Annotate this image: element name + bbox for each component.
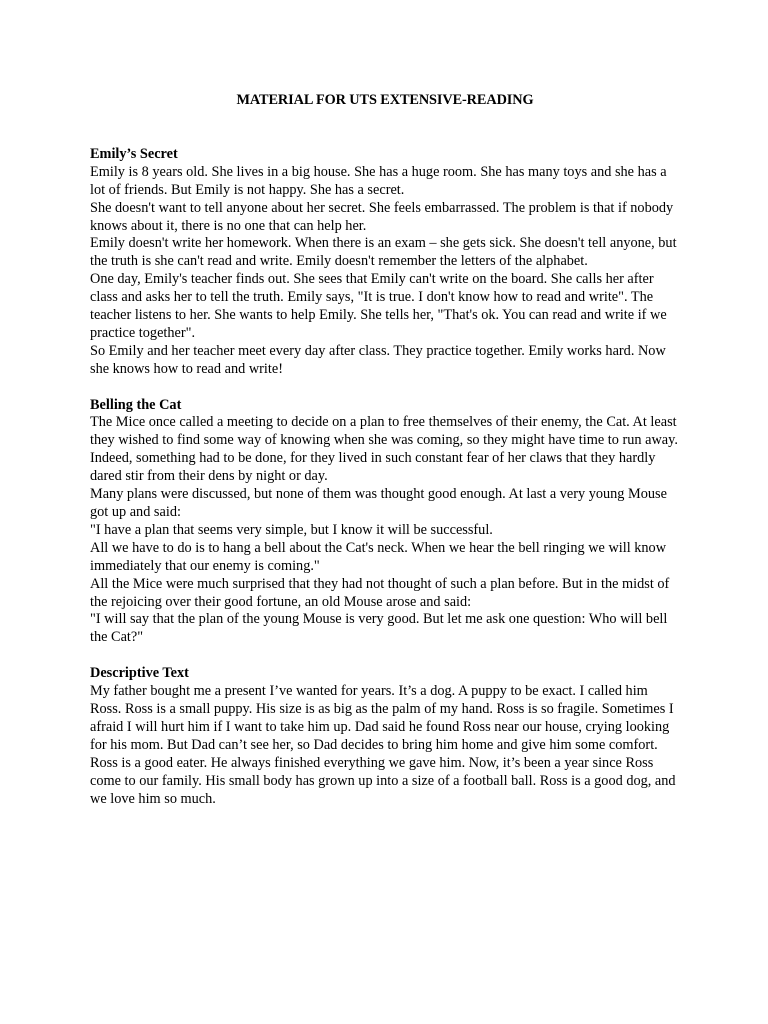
paragraph: "I will say that the plan of the young Mouse is very good. But let me ask one question: Who will bell the Cat?" [90,611,668,646]
paragraph: She doesn't want to tell anyone about her secret. She feels embarrassed. The problem is that if nobody knows about it, there is no one that can help her. [90,199,674,234]
paragraph: One day, Emily's teacher finds out. She sees that Emily can't write on the board. She calls her after class and asks her to tell the truth. Emily says, "It is true. I don't know how to read and write". The teacher listens to her. She wants to help Emily. She tells her, "That's ok. You can read and write if we practice together". [90,271,667,341]
paragraph: The Mice once called a meeting to decide on a plan to free themselves of their enemy, the Cat. At least they wished to find some way of knowing when she was coming, so they might have time to run away. Indeed, something had to be done, for they lived in such constant fear of her claws that they hardly dared stir from their dens by night or day. [90,414,678,485]
section-title: Descriptive Text [90,665,189,682]
paragraph: So Emily and her teacher meet every day after class. They practice together. Emily works hard. Now she knows how to read and write! [90,342,666,377]
paragraph: Many plans were discussed, but none of them was thought good enough. At last a very young Mouse got up and said: [90,486,667,521]
document-page [90,92,680,826]
section-title: Emily’s Secret [90,145,178,162]
paragraph: Emily doesn't write her homework. When there is an exam – she gets sick. She doesn't tell anyone, but the truth is she can't read and write. Emily doesn't remember the letters of the alphabet. [90,235,677,270]
paragraph: All we have to do is to hang a bell about the Cat's neck. When we hear the bell ringing we will know immediately that our enemy is coming." [90,539,667,574]
paragraph: All the Mice were much surprised that they had not thought of such a plan before. But in the midst of the rejoicing over their good fortune, an old Mouse arose and said: [90,575,670,610]
paragraph: "I have a plan that seems very simple, but I know it will be successful. [90,521,493,538]
document-title: MATERIAL FOR UTS EXTENSIVE-READING [236,92,534,108]
section-title: Belling the Cat [90,396,182,413]
section-emilys-secret [90,146,680,379]
paragraph: Emily is 8 years old. She lives in a big house. She has a huge room. She has many toys and she has a lot of friends. But Emily is not happy. She has a secret. [90,163,667,198]
section-descriptive-text [90,665,680,808]
section-belling-the-cat [90,397,680,648]
paragraph: My father bought me a present I’ve wanted for years. It’s a dog. A puppy to be exact. I called him Ross. Ross is a small puppy. His size is as big as the palm of my hand. Ross is so fragile. Sometimes I afraid I will hurt him if I want to take him up. Dad said he found Ross near our house, crying looking for his mom. But Dad can’t see her, so Dad decides to bring him home and give him some comfort. Ross is a good eater. He always finished everything we gave him. Now, it’s been a year since Ross come to our family. His small body has grown up into a size of a football ball. Ross is a good dog, and we love him so much. [90,683,676,807]
